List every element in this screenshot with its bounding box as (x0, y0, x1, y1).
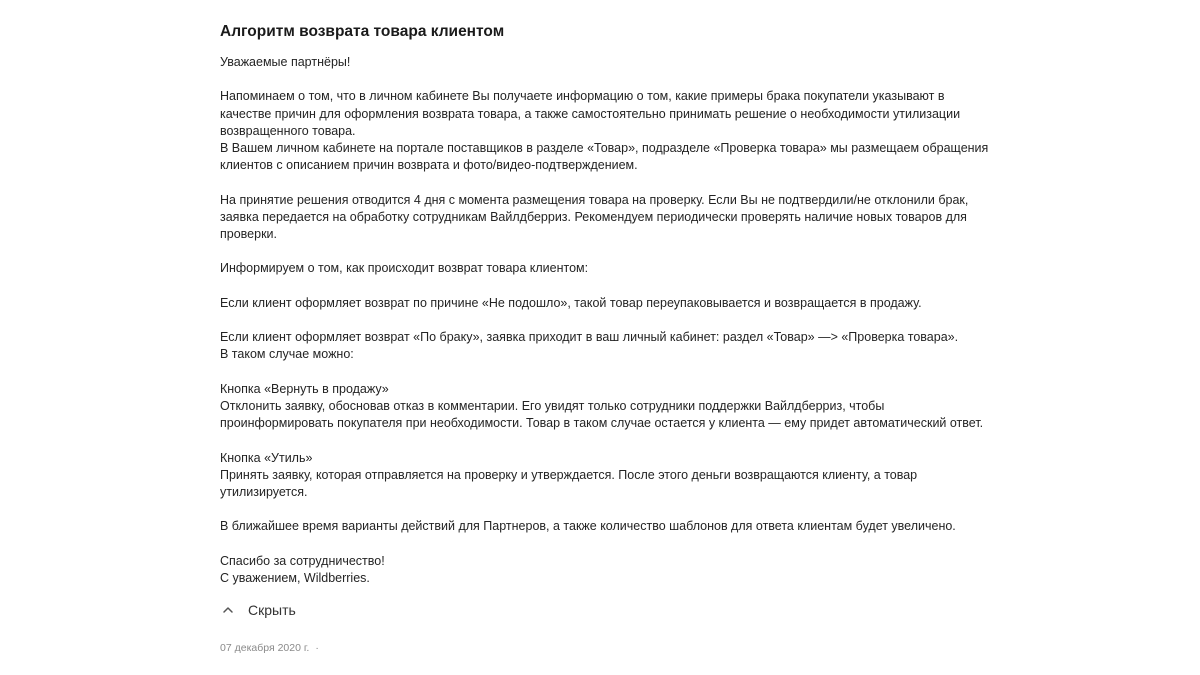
chevron-up-icon[interactable] (220, 602, 236, 618)
paragraph-utilize: Кнопка «Утиль» Принять заявку, которая отправляется на проверку и утверждается. После этого деньги возвращаются клиенту, а товар утилизируется. (220, 450, 918, 499)
article-title: Алгоритм возврата товара клиентом (220, 23, 505, 40)
paragraph-process-heading: Информируем о том, как происходит возврат товара клиентом: (220, 261, 589, 276)
article-body (220, 54, 1020, 587)
paragraph-gap (220, 536, 1020, 553)
publish-meta (220, 641, 319, 655)
paragraph-defect: Если клиент оформляет возврат «По браку», заявка приходит в ваш личный кабинет: раздел «Товар» —> «Проверка товара». В таком случае можно: (220, 330, 959, 362)
paragraph-return-to-sale: Кнопка «Вернуть в продажу» Отклонить заявку, обосновав отказ в комментарии. Его увидят только сотрудники поддержки Вайлдберриз, чтобы проинформировать покупателя при необходимости. Товар в таком случае остается у клиента — ему придет автоматический ответ. (220, 381, 984, 431)
paragraph-upcoming: В ближайшее время варианты действий для Партнеров, а также количество шаблонов для ответа клиентам будет увеличено. (220, 519, 956, 534)
paragraph-gap (220, 432, 1020, 449)
paragraph-gap (220, 243, 1020, 260)
collapse-label[interactable]: Скрыть (248, 602, 296, 618)
publish-date: 07 декабря 2020 г. (220, 642, 310, 654)
news-article (220, 22, 1020, 587)
paragraph-deadline: На принятие решения отводится 4 дня с момента размещения товара на проверку. Если Вы не подтвердили/не отклонили брак, заявка передается на обработку сотрудникам Вайлдберриз. Рекомендуем периодически проверять наличие новых товаров для проверки. (220, 192, 969, 241)
paragraph-signature: Спасибо за сотрудничество! С уважением, Wildberries. (220, 553, 385, 585)
paragraph-gap (220, 501, 1020, 518)
greeting: Уважаемые партнёры! (220, 55, 351, 69)
paragraph-not-fit: Если клиент оформляет возврат по причине «Не подошло», такой товар переупаковывается и возвращается в продажу. (220, 295, 922, 310)
paragraph-gap (220, 278, 1020, 295)
paragraph-gap (220, 364, 1020, 381)
paragraph-gap (220, 312, 1020, 329)
paragraph-gap (220, 71, 1020, 88)
paragraph-gap (220, 174, 1020, 191)
collapse-button[interactable] (220, 601, 296, 619)
paragraph-intro: Напоминаем о том, что в личном кабинете Вы получаете информацию о том, какие примеры брака покупатели указывают в качестве причин для оформления возврата товара, а также самостоятельно принимать решение о необходимости утилизации возвращенного товара. В Вашем личном кабинете на портале поставщиков в разделе «Товар», подразделе «Проверка товара» мы размещаем обращения клиентов с описанием причин возврата и фото/видео-подтверждением. (220, 89, 989, 173)
meta-separator: · (315, 642, 319, 654)
